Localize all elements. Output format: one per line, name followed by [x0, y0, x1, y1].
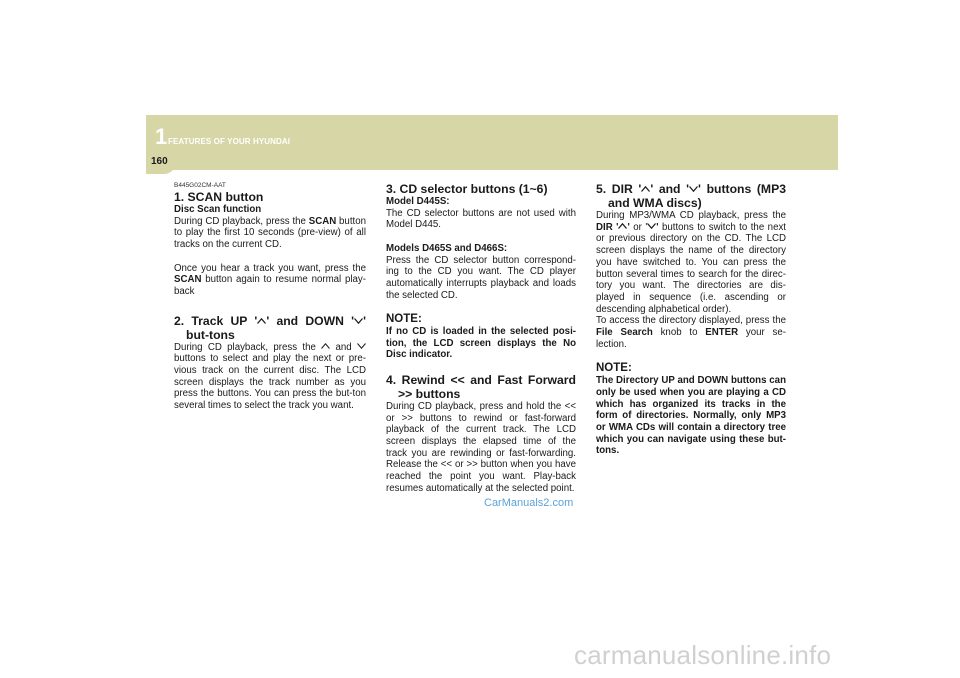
paragraph-model-d445s: The CD selector buttons are not used with Model D445.: [386, 207, 576, 231]
model-d445s-label: Model D445S:: [386, 196, 450, 207]
note-text: If no CD is loaded in the selected posi-tion, the LCD screen displays the No Disc indicator.: [386, 326, 576, 361]
heading-track-buttons: 2. Track UP ' ' and DOWN ' ' but-tons: [174, 313, 366, 342]
site-watermark: carmanualsonline.info: [574, 640, 832, 670]
chevron-down-icon: [647, 223, 656, 229]
paragraph-rewind: During CD playback, press and hold the << or >> buttons to rewind or fast-forward playback of the current track. The LCD screen displays the elapsed time of the track you are rewinding or fast-forwarding. Release the << or >> button when you have reached the point you want. Play-back resumes automatically at the selected point.: [386, 400, 576, 494]
chevron-up-icon: [641, 186, 650, 192]
chevron-down-icon: [354, 318, 363, 324]
paragraph-scan-2: Once you hear a track you want, press the SCAN button again to resume normal play-back: [174, 262, 366, 297]
note-heading: NOTE:: [596, 362, 632, 375]
subheading-disc-scan: Disc Scan function: [174, 204, 262, 215]
heading-dir-buttons: 5. DIR ' ' and ' ' buttons (MP3 and WMA discs): [596, 182, 786, 210]
heading-scan-button: 1. SCAN button: [174, 190, 264, 204]
column-3: [596, 182, 786, 457]
note-heading: NOTE:: [386, 313, 422, 325]
column-2: [386, 182, 576, 494]
paragraph-file-search: To access the directory displayed, press the File Search knob to ENTER your se-lection.: [596, 315, 786, 350]
chevron-up-icon: [321, 343, 330, 349]
paragraph-model-d465s: Press the CD selector button correspond-ing to the CD you want. The CD player automatically interrupts playback and loads the selected CD.: [386, 254, 576, 301]
section-code: B445G02CM-AAT: [174, 182, 226, 189]
chevron-down-icon: [689, 186, 698, 192]
paragraph-dir: During MP3/WMA CD playback, press the DIR ' ' or ' ' buttons to switch to the next or previous directory on the CD. The LCD screen displays the name of the directory you have switched to. You can press the button several times to search for the direc-tory you want. The directories are dis-played in sequence (i.e. ascending or descending alphabetical order).: [596, 210, 786, 315]
chapter-title: FEATURES OF YOUR HYUNDAI: [168, 137, 291, 146]
carmanuals2-link[interactable]: CarManuals2.com: [484, 497, 574, 509]
page-number: 160: [151, 156, 168, 167]
heading-cd-selector: 3. CD selector buttons (1~6): [386, 182, 548, 196]
model-d465s-label: Models D465S and D466S:: [386, 242, 508, 254]
paragraph-scan-1: During CD playback, press the SCAN button to play the first 10 seconds (pre-view) of all tracks on the current CD.: [174, 215, 366, 251]
column-1: [174, 182, 366, 412]
heading-rewind-forward: 4. Rewind << and Fast Forward >> buttons: [386, 372, 576, 401]
paragraph-track: During CD playback, press the and buttons to select and play the next or pre-vious track on the current disc. The LCD screen displays the track number as you press the buttons. You can press the but-ton several times to select the track you want.: [174, 341, 366, 412]
chevron-up-icon: [257, 318, 266, 324]
chapter-number: 1: [155, 124, 168, 149]
chevron-down-icon: [357, 343, 366, 349]
note-text: The Directory UP and DOWN buttons can only be used when you are playing a CD which has organized its tracks in the form of directories. Normally, only MP3 or WMA CDs will contain a directory tree which you can navigate using these but-tons.: [596, 375, 786, 457]
